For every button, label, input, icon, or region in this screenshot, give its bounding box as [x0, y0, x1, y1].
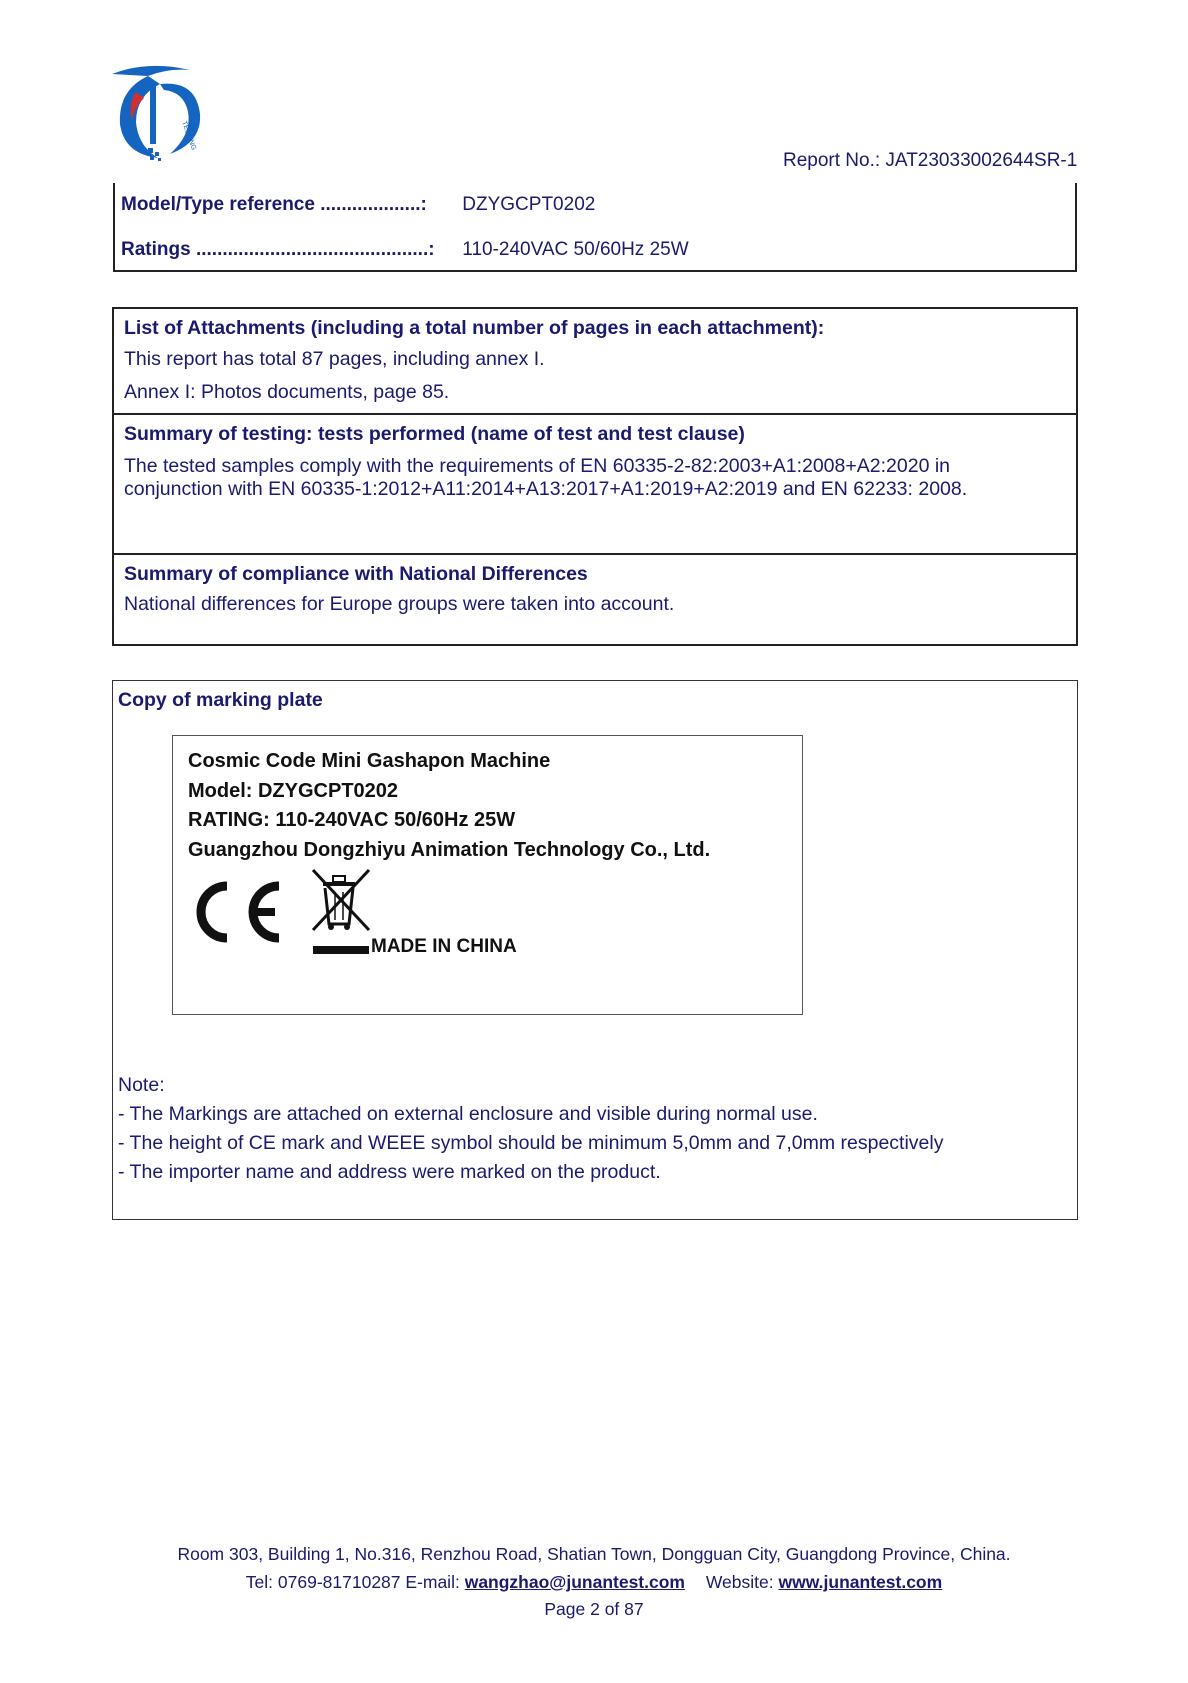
- spec-box: [113, 183, 1077, 272]
- national-differences-title: Summary of compliance with National Differences: [124, 563, 588, 585]
- note-item: - The Markings are attached on external enclosure and visible during normal use.: [118, 1103, 818, 1125]
- plate-model: Model: DZYGCPT0202: [188, 780, 399, 802]
- summary-box: [112, 307, 1078, 646]
- made-in-label: MADE IN CHINA: [371, 936, 517, 957]
- footer-website-label: Website:: [705, 1572, 774, 1592]
- ratings-label: Ratings ............................................:: [121, 239, 435, 260]
- footer-address: Room 303, Building 1, No.316, Renzhou Road, Shatian Town, Dongguan City, Guangdong Province, China.: [177, 1544, 1011, 1564]
- attachments-title: List of Attachments (including a total number of pages in each attachment):: [124, 317, 825, 339]
- weee-crossed-bin-icon: [309, 868, 373, 966]
- attachments-section: [114, 309, 1076, 415]
- testing-summary-section: [114, 415, 1076, 555]
- testing-summary-line: The tested samples comply with the requirements of EN 60335-2-82:2003+A1:2008+A2:2020 in: [124, 455, 951, 477]
- footer-contact: [0, 1572, 1188, 1593]
- note-item: - The height of CE mark and WEEE symbol should be minimum 5,0mm and 7,0mm respectively: [118, 1132, 944, 1154]
- marking-plate-title: Copy of marking plate: [118, 689, 323, 711]
- report-number: Report No.: JAT23033002644SR-1: [783, 150, 1078, 171]
- svg-text:TESTING: TESTING: [180, 120, 198, 152]
- plate-manufacturer: Guangzhou Dongzhiyu Animation Technology Co., Ltd.: [188, 839, 711, 861]
- plate-product-name: Cosmic Code Mini Gashapon Machine: [188, 750, 551, 772]
- model-label: Model/Type reference ...................:: [121, 194, 427, 215]
- footer-website-link[interactable]: www.junantest.com: [778, 1572, 943, 1592]
- company-logo-icon: [108, 62, 214, 168]
- attachments-line: This report has total 87 pages, including annex I.: [124, 348, 545, 370]
- ratings-value: 110-240VAC 50/60Hz 25W: [462, 239, 689, 260]
- footer-email-link[interactable]: wangzhao@junantest.com: [464, 1572, 685, 1592]
- testing-summary-line: conjunction with EN 60335-1:2012+A11:2014+A13:2017+A1:2019+A2:2019 and EN 62233: 2008.: [124, 478, 968, 500]
- testing-summary-title: Summary of testing: tests performed (name of test and test clause): [124, 423, 745, 445]
- marking-plate: [172, 735, 803, 1015]
- note-item: - The importer name and address were marked on the product.: [118, 1161, 661, 1183]
- marking-plate-section: [112, 680, 1078, 1220]
- national-differences-section: [114, 555, 1076, 644]
- ratings-row: [121, 239, 689, 261]
- footer-tel: Tel: 0769-81710287 E-mail:: [245, 1572, 460, 1592]
- model-value: DZYGCPT0202: [462, 194, 596, 215]
- attachments-line: Annex I: Photos documents, page 85.: [124, 381, 450, 403]
- plate-rating: RATING: 110-240VAC 50/60Hz 25W: [188, 809, 516, 831]
- page-number: Page 2 of 87: [544, 1599, 644, 1619]
- national-differences-line: National differences for Europe groups were taken into account.: [124, 593, 675, 615]
- model-row: [121, 194, 595, 216]
- ce-mark-icon: [191, 876, 286, 946]
- note-title: Note:: [118, 1074, 165, 1096]
